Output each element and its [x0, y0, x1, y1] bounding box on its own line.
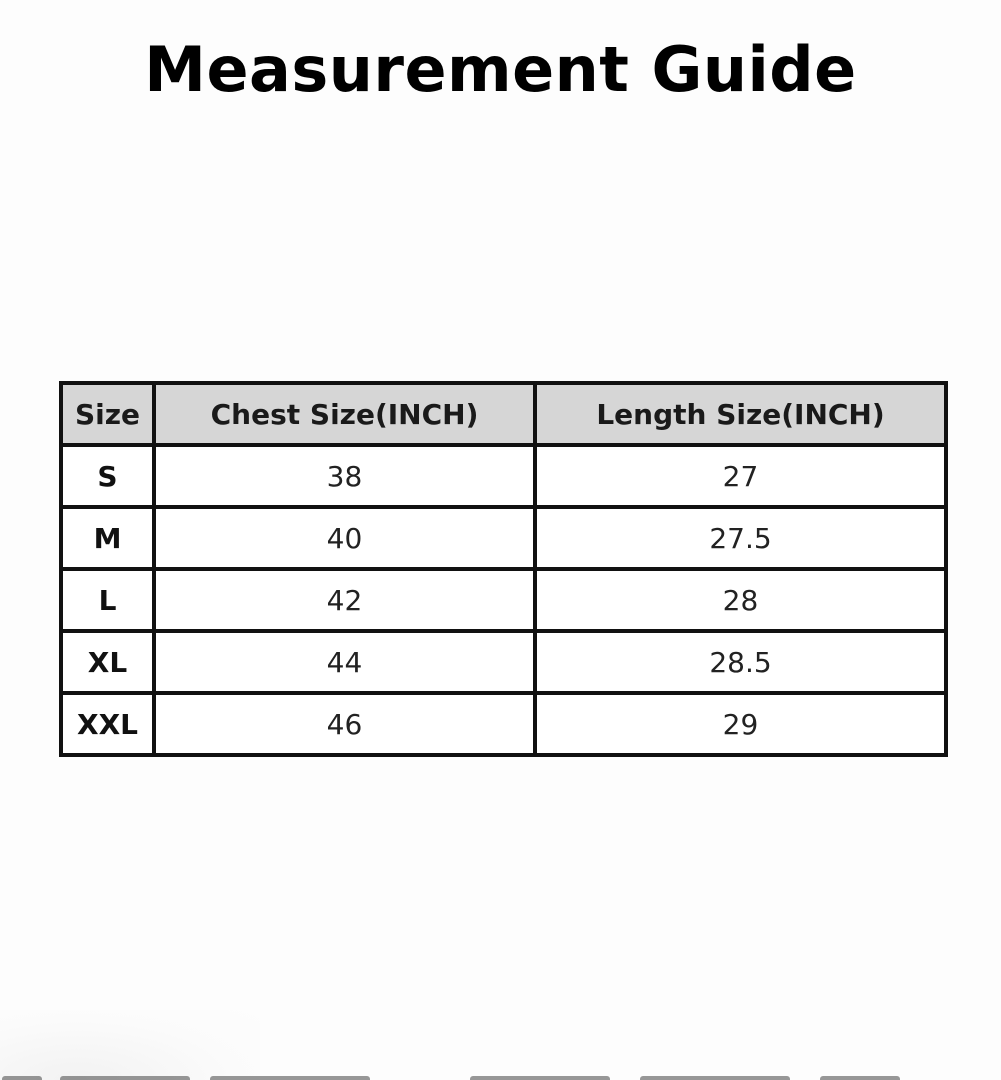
length-cell: 27.5	[535, 507, 946, 569]
cropped-text-remnant	[0, 1074, 1001, 1080]
table-row	[61, 569, 946, 631]
chest-cell: 38	[154, 445, 535, 507]
length-cell: 29	[535, 693, 946, 755]
header-size: Size	[61, 383, 154, 445]
size-cell: M	[61, 507, 154, 569]
background-smudge	[0, 1010, 260, 1080]
measurement-table	[59, 381, 948, 757]
chest-cell: 40	[154, 507, 535, 569]
table-row	[61, 507, 946, 569]
table-header-row	[61, 383, 946, 445]
size-cell: XXL	[61, 693, 154, 755]
table-row	[61, 445, 946, 507]
chest-cell: 44	[154, 631, 535, 693]
measurement-table-container	[59, 381, 944, 757]
table-row	[61, 631, 946, 693]
length-cell: 28.5	[535, 631, 946, 693]
table-row	[61, 693, 946, 755]
header-length-size: Length Size(INCH)	[535, 383, 946, 445]
header-chest-size: Chest Size(INCH)	[154, 383, 535, 445]
length-cell: 28	[535, 569, 946, 631]
length-cell: 27	[535, 445, 946, 507]
chest-cell: 42	[154, 569, 535, 631]
chest-cell: 46	[154, 693, 535, 755]
size-cell: S	[61, 445, 154, 507]
size-cell: XL	[61, 631, 154, 693]
page-title: Measurement Guide	[144, 33, 857, 106]
size-cell: L	[61, 569, 154, 631]
